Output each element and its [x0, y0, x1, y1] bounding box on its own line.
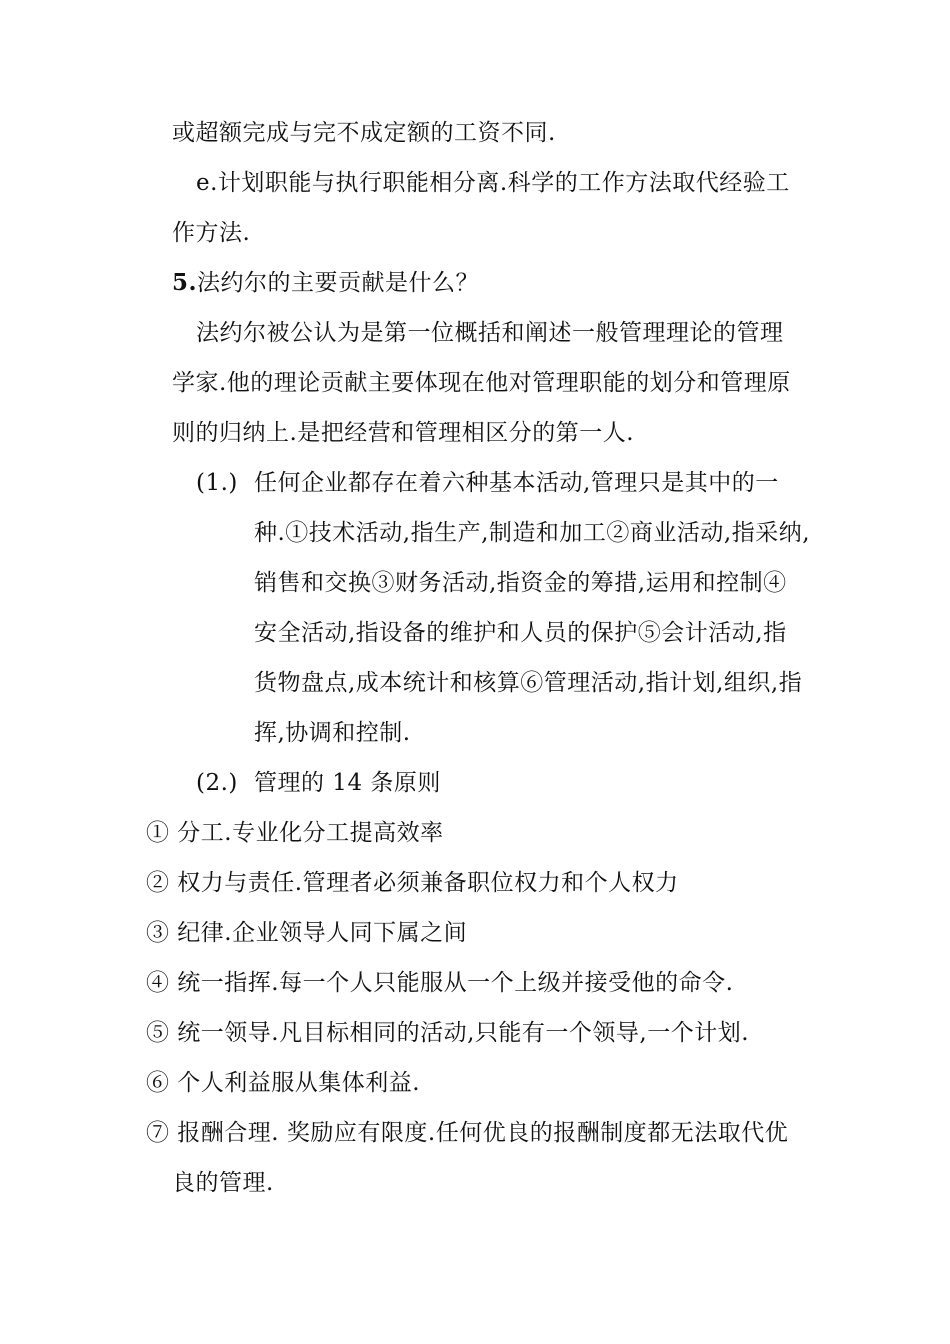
principle-item: ① 分工.专业化分工提高效率: [146, 820, 444, 846]
principle-7-line-2: 良的管理.: [172, 1170, 274, 1196]
principle-item: ⑤ 统一领导.凡目标相同的活动,只能有一个领导,一个计划.: [146, 1020, 750, 1046]
principle-7-line-1: ⑦ 报酬合理. 奖励应有限度.任何优良的报酬制度都无法取代优: [146, 1120, 789, 1146]
principle-item: ③ 纪律.企业领导人同下属之间: [146, 920, 468, 946]
question-number: 5.: [172, 269, 198, 296]
answer-line-3: 则的归纳上.是把经营和管理相区分的第一人.: [172, 420, 635, 446]
item-1-line: 挥,协调和控制.: [254, 720, 411, 746]
question-text: 法约尔的主要贡献是什么？: [197, 270, 480, 296]
item-e-line-2: 作方法.: [172, 220, 251, 246]
answer-line-1: 法约尔被公认为是第一位概括和阐述一般管理理论的管理: [196, 320, 784, 346]
paragraph-continuation: 或超额完成与完不成定额的工资不同.: [172, 120, 556, 146]
item-1-line: 货物盘点,成本统计和核算⑥管理活动,指计划,组织,指: [254, 670, 803, 696]
item-e-line-1: e.计划职能与执行职能相分离.科学的工作方法取代经验工: [196, 170, 790, 196]
item-1-line: 种.①技术活动,指生产,制造和加工②商业活动,指采纳,: [254, 520, 811, 546]
item-2-label: (2.): [196, 770, 238, 796]
answer-line-2: 学家.他的理论贡献主要体现在他对管理职能的划分和管理原: [172, 370, 791, 396]
item-2-text: 管理的 14 条原则: [254, 770, 441, 796]
item-1-line: 安全活动,指设备的维护和人员的保护⑤会计活动,指: [254, 620, 787, 646]
principle-item: ② 权力与责任.管理者必须兼备职位权力和个人权力: [146, 870, 679, 896]
item-1-line: 任何企业都存在着六种基本活动,管理只是其中的一: [254, 470, 779, 496]
question-5-heading: [172, 268, 479, 298]
principle-item: ⑥ 个人利益服从集体利益.: [146, 1070, 421, 1096]
item-1-line: 销售和交换③财务活动,指资金的筹措,运用和控制④: [254, 570, 787, 596]
item-1-label: (1.): [196, 470, 238, 496]
principle-item: ④ 统一指挥.每一个人只能服从一个上级并接受他的命令.: [146, 970, 734, 996]
